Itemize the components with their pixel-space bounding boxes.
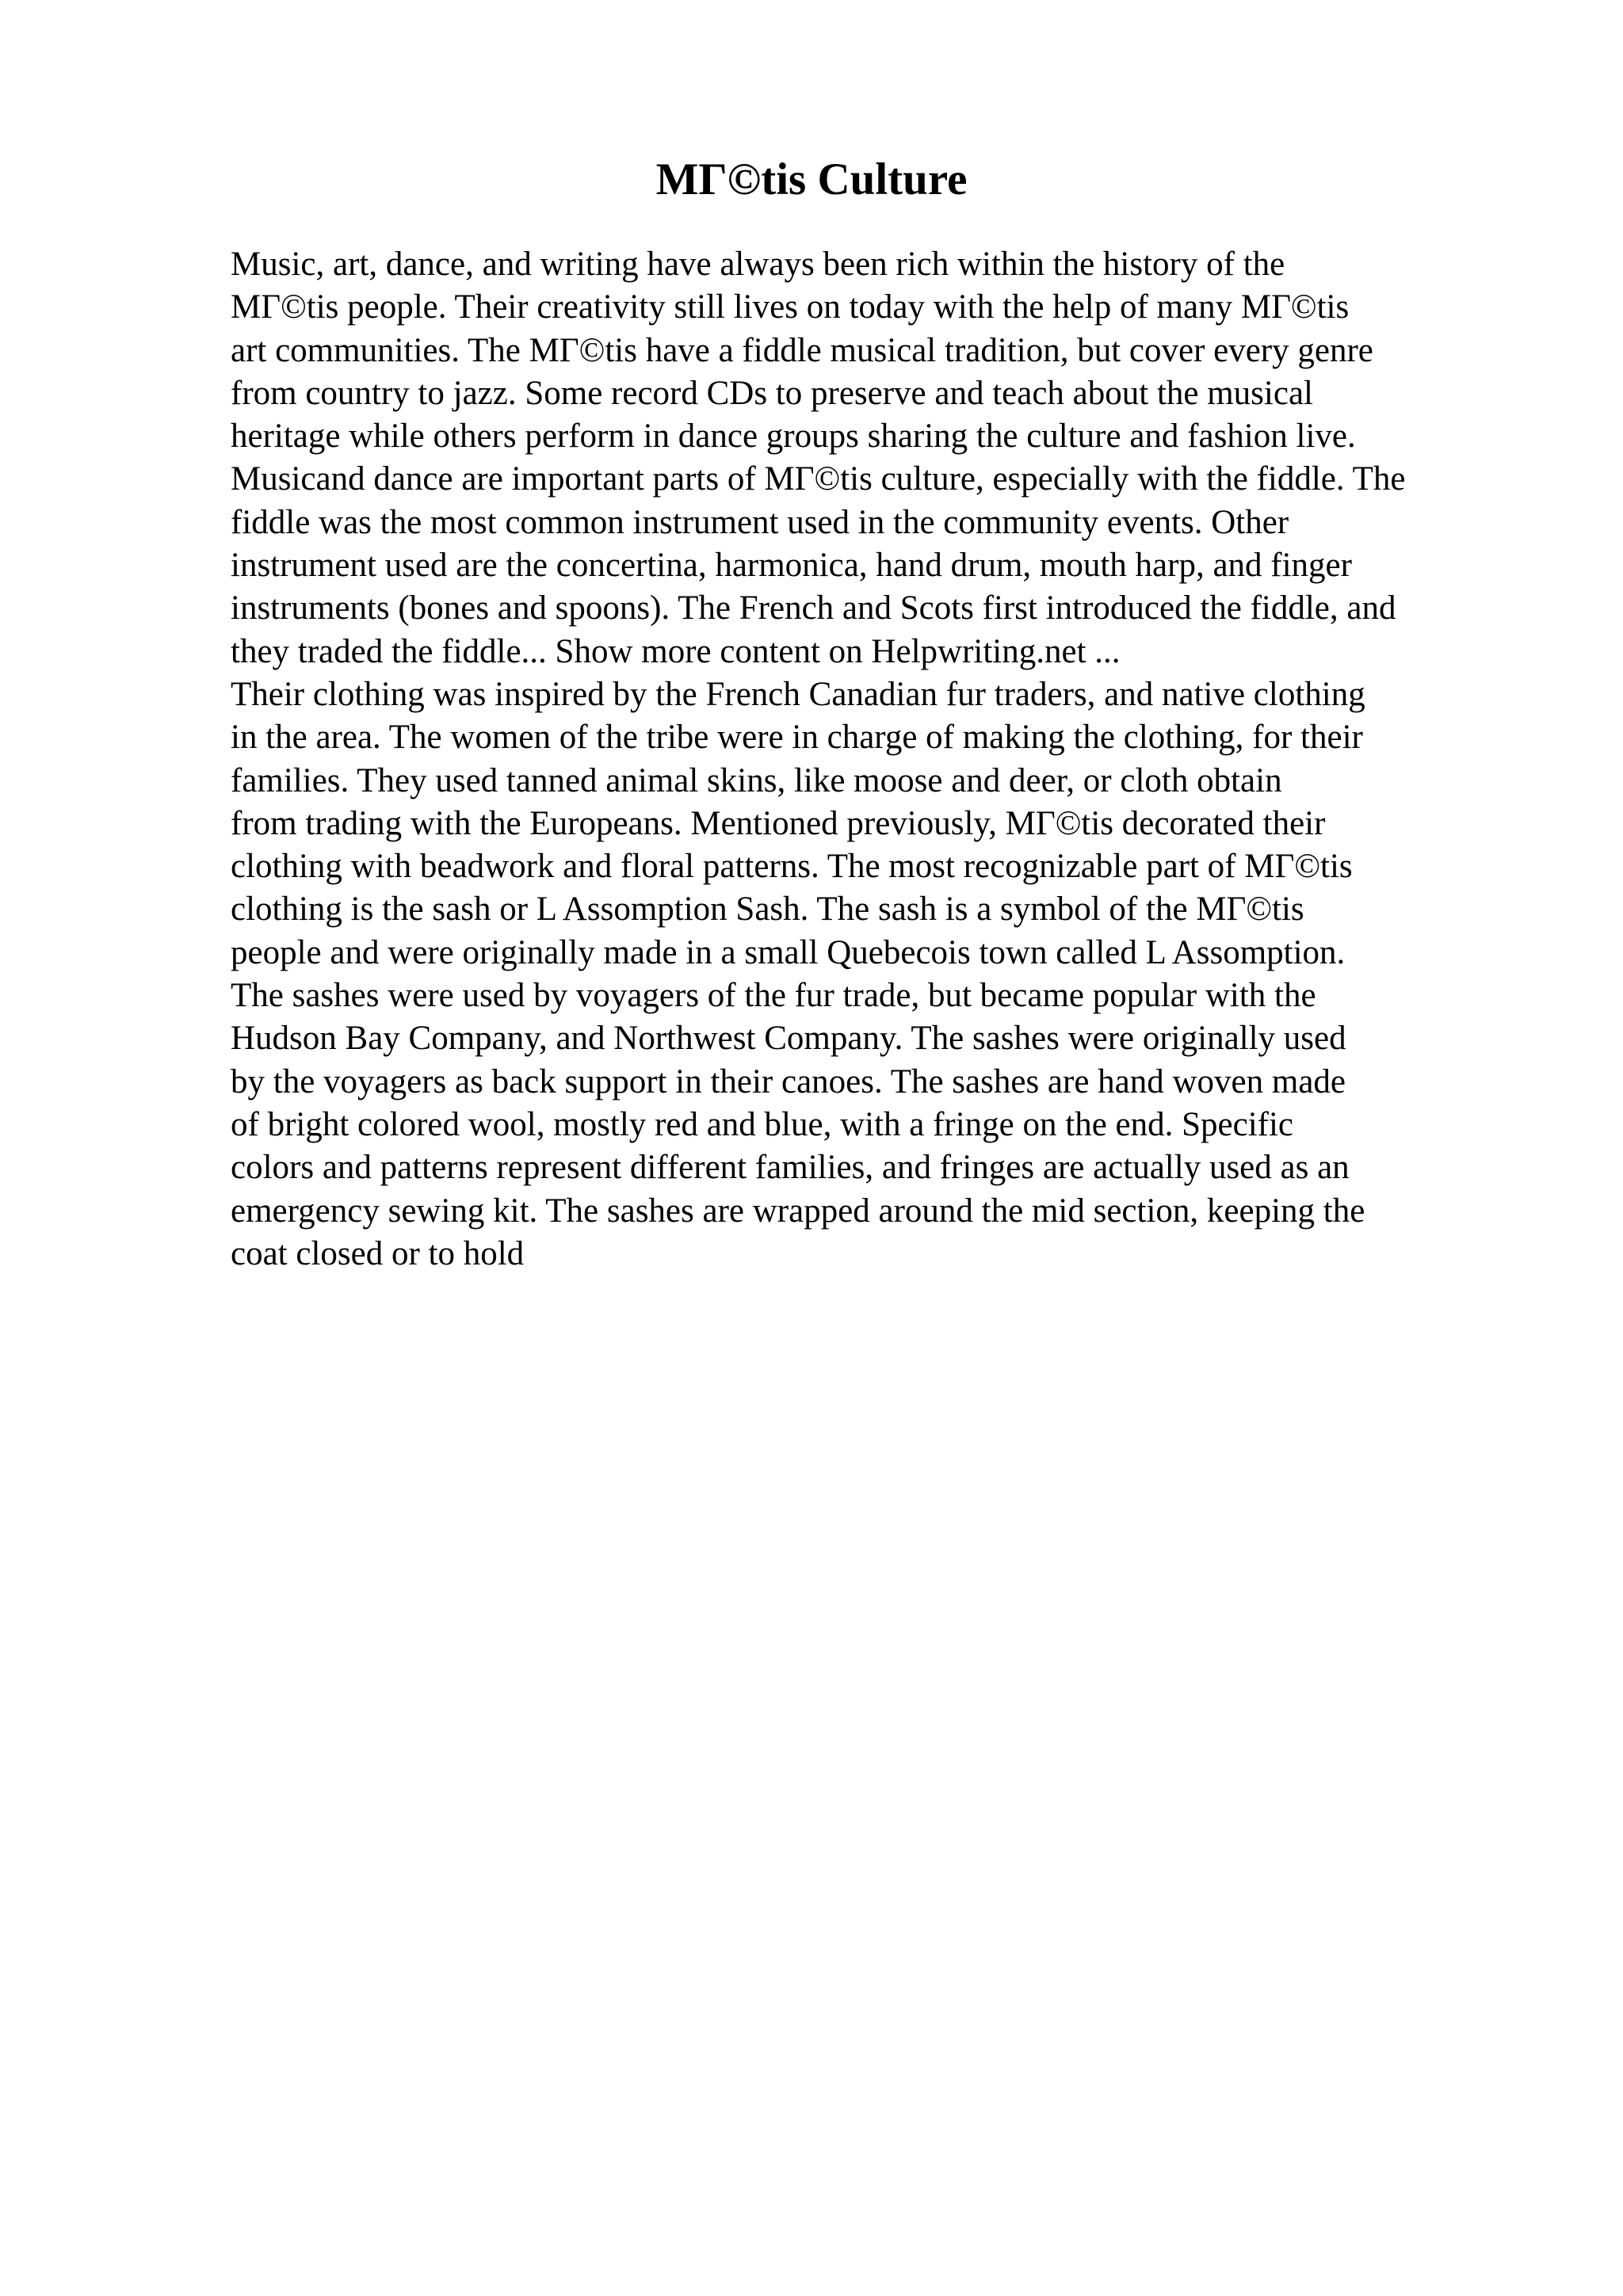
text-line: colors and patterns represent different families, and fringes are actually used as an [231, 1149, 1350, 1187]
text-line: Hudson Bay Company, and Northwest Company. The sashes were originally used [231, 1020, 1346, 1058]
text-line: clothing with beadwork and floral patterns. The most recognizable part of MΓ©tis [231, 848, 1353, 886]
text-line: fiddle was the most common instrument used in the community events. Other [231, 503, 1289, 541]
text-line: Their clothing was inspired by the French Canadian fur traders, and native clothing [231, 675, 1365, 713]
text-line: instrument used are the concertina, harmonica, hand drum, mouth harp, and finger [231, 547, 1352, 585]
text-line: families. They used tanned animal skins, like moose and deer, or cloth obtain [231, 761, 1282, 799]
text-line: The sashes were used by voyagers of the fur trade, but became popular with the [231, 977, 1316, 1015]
text-line: instruments (bones and spoons). The French and Scots first introduced the fiddle, and [231, 589, 1396, 627]
text-line: art communities. The MΓ©tis have a fiddle musical tradition, but cover every genre [231, 331, 1373, 369]
text-line: from country to jazz. Some record CDs to preserve and teach about the musical [231, 374, 1313, 412]
text-line: in the area. The women of the tribe were in charge of making the clothing, for their [231, 719, 1363, 757]
text-line: people and were originally made in a small Quebecois town called L Assomption. [231, 933, 1346, 971]
text-line: of bright colored wool, mostly red and blue, with a fringe on the end. Specific [231, 1105, 1294, 1143]
text-line: MΓ©tis people. Their creativity still lives on today with the help of many MΓ©tis [231, 288, 1350, 326]
text-line: by the voyagers as back support in their canoes. The sashes are hand woven made [231, 1062, 1346, 1100]
text-line: emergency sewing kit. The sashes are wrapped around the mid section, keeping the [231, 1192, 1365, 1230]
text-line: heritage while others perform in dance groups sharing the culture and fashion live. [231, 418, 1356, 456]
text-line: clothing is the sash or L Assomption Sash. The sash is a symbol of the MΓ©tis [231, 891, 1304, 929]
text-line: from trading with the Europeans. Mentioned previously, MΓ©tis decorated their [231, 804, 1326, 842]
text-line: Music, art, dance, and writing have always been rich within the history of the [231, 246, 1285, 283]
document-title: MΓ©tis Culture [655, 154, 968, 204]
document-body [231, 243, 1530, 1276]
text-line: coat closed or to hold [231, 1234, 525, 1272]
text-line: they traded the fiddle... Show more content on Helpwriting.net ... [231, 632, 1121, 670]
text-line: Musicand dance are important parts of MΓ©tis culture, especially with the fiddle. The [231, 460, 1406, 498]
